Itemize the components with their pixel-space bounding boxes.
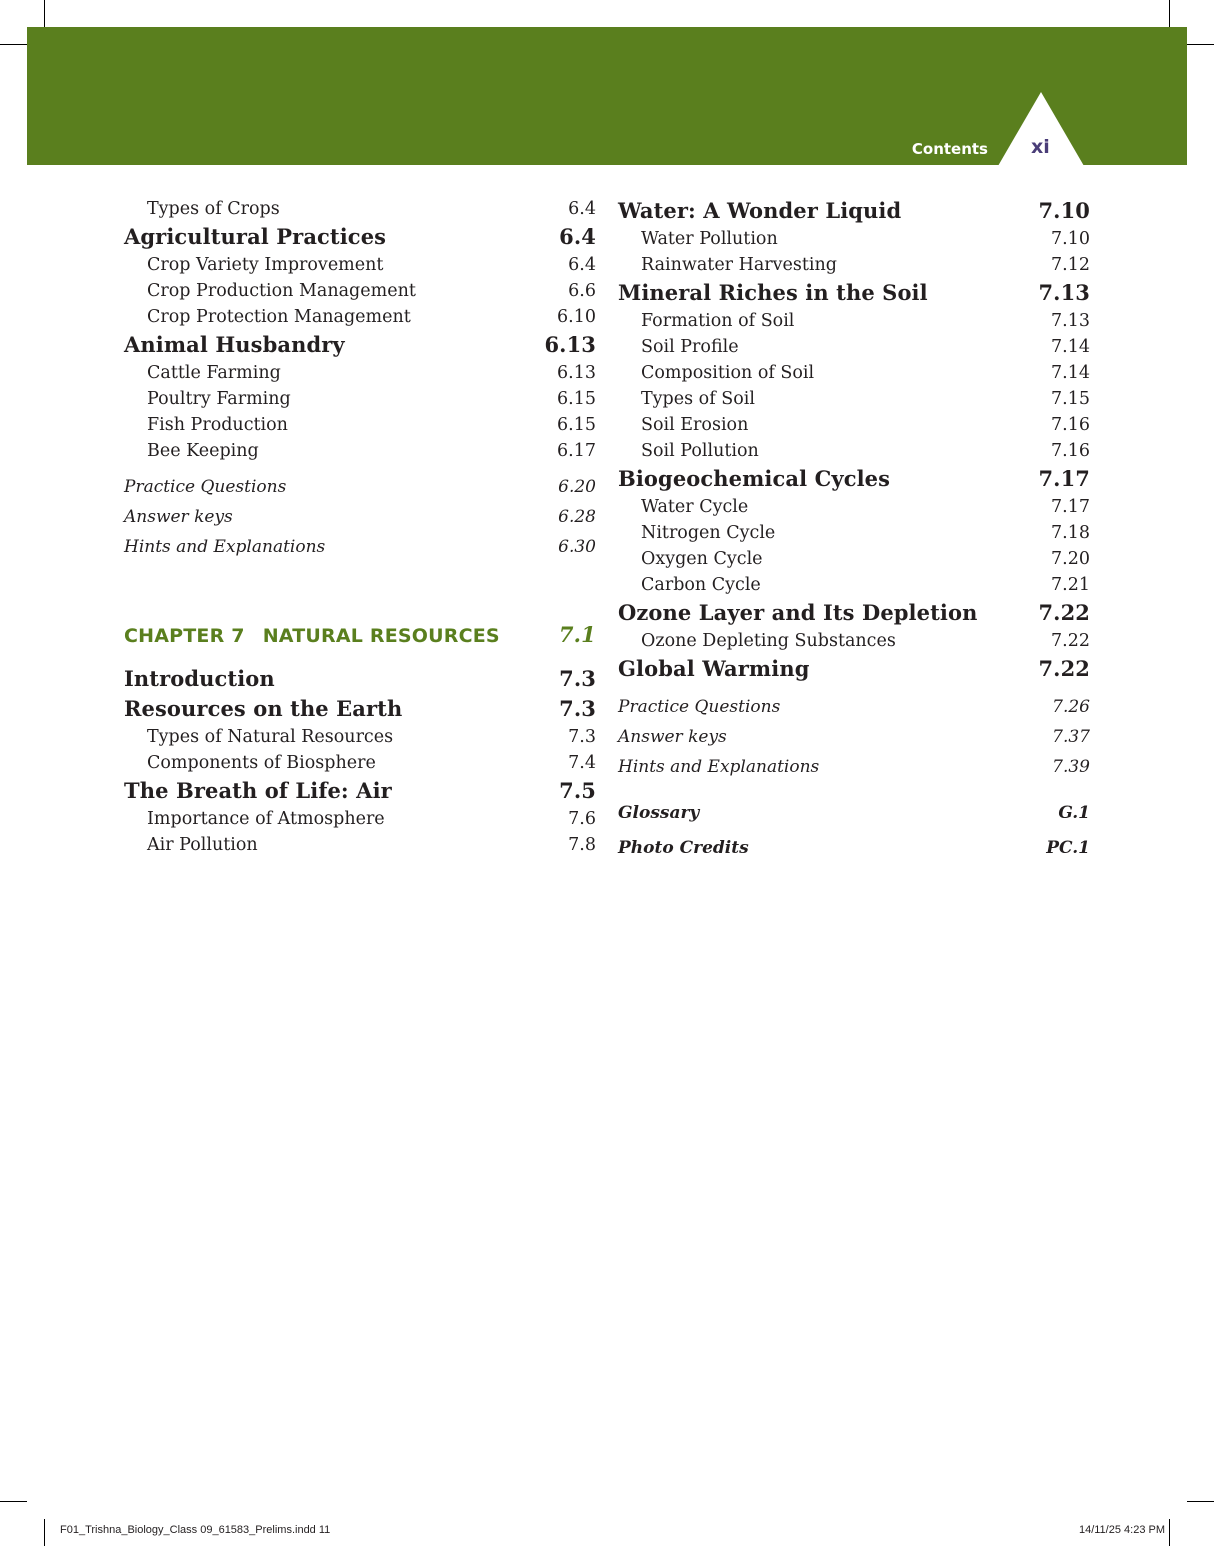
toc-entry-title: Air Pollution [147,835,258,855]
toc-entry[interactable] [618,386,1090,412]
toc-entry-page: 6.13 [544,332,596,357]
toc-entry[interactable] [618,196,1090,226]
toc-entry[interactable] [124,222,596,252]
toc-entry-title: Fish Production [147,415,288,435]
toc-entry-page: 7.4 [568,753,596,773]
toc-entry[interactable] [618,796,1090,831]
toc-entry-title: Carbon Cycle [641,575,761,595]
toc-entry-page: 6.30 [558,537,596,557]
toc-entry-title: Glossary [618,803,700,823]
toc-entry-title: Mineral Riches in the Soil [618,280,928,305]
toc-entry[interactable] [618,464,1090,494]
toc-entry-title: Ozone Layer and Its Depletion [618,600,978,625]
toc-entry-page: 7.14 [1051,337,1090,357]
toc-entry[interactable] [618,226,1090,252]
toc-entry-page: 7.12 [1051,255,1090,275]
toc-entry-page: G.1 [1058,803,1090,823]
toc-entry-page: 7.26 [1052,697,1090,717]
toc-entry[interactable] [124,304,596,330]
toc-entry-title: Introduction [124,666,275,691]
toc-entry-title: Crop Protection Management [147,307,411,327]
footer-file-slug: F01_Trishna_Biology_Class 09_61583_Prelims.indd 11 [60,1524,331,1536]
toc-entry[interactable] [124,386,596,412]
toc-entry-page: 6.13 [557,363,596,383]
toc-entry-page: 7.3 [559,696,596,721]
toc-entry-page: 6.6 [568,281,596,301]
toc-entry-title: Practice Questions [124,477,287,497]
toc-entry-page: 7.17 [1051,497,1090,517]
crop-mark [0,44,27,45]
toc-list-right [618,196,1090,866]
toc-entry[interactable] [124,438,596,464]
toc-entry-title: Hints and Explanations [618,757,820,777]
toc-entry-page: 7.22 [1051,631,1090,651]
toc-entry-page: 6.4 [568,199,596,219]
toc-entry[interactable] [124,196,596,222]
toc-entry[interactable] [618,494,1090,520]
toc-entry[interactable] [618,546,1090,572]
chapter-number: CHAPTER 7 [124,625,245,647]
toc-entry-title: Poultry Farming [147,389,291,409]
toc-entry-title: Types of Soil [641,389,755,409]
toc-entry-title: Photo Credits [618,838,749,858]
toc-entry-title: Global Warming [618,656,810,681]
toc-entry-page: 7.3 [568,727,596,747]
toc-entry-title: Nitrogen Cycle [641,523,776,543]
toc-entry[interactable] [124,776,596,806]
toc-entry[interactable] [618,360,1090,386]
toc-list-left-chapter [124,664,596,858]
toc-entry[interactable] [124,724,596,750]
toc-entry-page: 7.20 [1051,549,1090,569]
toc-entry-title: Crop Variety Improvement [147,255,384,275]
toc-entry[interactable] [124,664,596,694]
toc-entry-page: 6.4 [568,255,596,275]
toc-entry[interactable] [124,750,596,776]
crop-mark [44,0,45,27]
running-head: Contents [911,140,988,158]
toc-entry-title: Answer keys [618,727,727,747]
toc-entry-title: Answer keys [124,507,233,527]
toc-entry[interactable] [124,694,596,724]
toc-entry[interactable] [618,412,1090,438]
toc-entry-page: 7.17 [1038,466,1090,491]
toc-list-left-top [124,196,596,562]
toc-entry-page: 7.21 [1051,575,1090,595]
chapter-page: 7.1 [558,622,596,647]
toc-entry-title: Importance of Atmosphere [147,809,385,829]
toc-entry-title: Types of Natural Resources [147,727,394,747]
toc-entry[interactable] [618,722,1090,752]
toc-entry-title: Animal Husbandry [124,332,345,357]
toc-entry-title: Types of Crops [147,199,280,219]
toc-entry-title: Soil Erosion [641,415,749,435]
toc-entry[interactable] [618,520,1090,546]
toc-entry-page: 6.15 [557,389,596,409]
toc-entry[interactable] [124,360,596,386]
toc-entry-title: Ozone Depleting Substances [641,631,896,651]
toc-entry-page: 7.22 [1038,656,1090,681]
toc-entry-page: 7.6 [568,809,596,829]
page-number: xi [1031,136,1050,158]
toc-entry-page: 7.5 [559,778,596,803]
toc-entry-page: 7.39 [1052,757,1090,777]
crop-mark [0,1501,27,1502]
toc-entry-title: Water: A Wonder Liquid [618,198,902,223]
toc-entry[interactable] [618,252,1090,278]
toc-entry-page: 6.4 [559,224,596,249]
toc-entry-page: PC.1 [1046,838,1090,858]
toc-entry-title: Hints and Explanations [124,537,326,557]
toc-entry[interactable] [124,252,596,278]
toc-entry-title: Resources on the Earth [124,696,403,721]
toc-entry-page: 7.10 [1051,229,1090,249]
toc-entry-page: 7.22 [1038,600,1090,625]
toc-entry[interactable] [124,472,596,502]
toc-entry-page: 6.20 [558,477,596,497]
chapter-heading[interactable] [124,618,596,652]
toc-entry-page: 7.16 [1051,415,1090,435]
toc-entry[interactable] [124,806,596,832]
toc-entry-page: 7.37 [1052,727,1090,747]
toc-entry[interactable] [618,438,1090,464]
toc-entry-title: Soil Pollution [641,441,759,461]
toc-entry[interactable] [618,308,1090,334]
footer-timestamp: 14/11/25 4:23 PM [1078,1524,1165,1536]
toc-entry-page: 6.28 [558,507,596,527]
toc-entry-page: 7.16 [1051,441,1090,461]
toc-entry[interactable] [618,598,1090,628]
toc-entry-page: 7.13 [1038,280,1090,305]
toc-entry-page: 7.13 [1051,311,1090,331]
toc-entry-title: Crop Production Management [147,281,416,301]
toc-entry-title: Agricultural Practices [124,224,387,249]
toc-entry-title: Components of Biosphere [147,753,376,773]
toc-entry-title: Water Cycle [641,497,749,517]
toc-entry-title: Water Pollution [641,229,778,249]
toc-entry-title: Practice Questions [618,697,781,717]
toc-entry-page: 6.17 [557,441,596,461]
toc-entry[interactable] [618,278,1090,308]
toc-entry-page: 7.3 [559,666,596,691]
toc-entry-title: Rainwater Harvesting [641,255,837,275]
toc-entry-title: Biogeochemical Cycles [618,466,891,491]
toc-entry[interactable] [618,334,1090,360]
toc-entry-title: Composition of Soil [641,363,815,383]
toc-entry-page: 7.14 [1051,363,1090,383]
toc-left-column [124,196,596,858]
crop-mark [44,1519,45,1546]
toc-entry-page: 7.10 [1038,198,1090,223]
toc-entry[interactable] [618,752,1090,782]
toc-entry-page: 7.18 [1051,523,1090,543]
toc-entry[interactable] [618,692,1090,722]
crop-mark [1187,1501,1214,1502]
toc-entry[interactable] [618,628,1090,654]
toc-entry-title: The Breath of Life: Air [124,778,392,803]
toc-entry[interactable] [124,502,596,532]
toc-entry[interactable] [124,278,596,304]
chapter-title: NATURAL RESOURCES [262,625,500,647]
toc-entry-page: 6.15 [557,415,596,435]
toc-entry-title: Cattle Farming [147,363,281,383]
toc-entry-page: 7.8 [568,835,596,855]
toc-entry[interactable] [618,831,1090,866]
toc-entry[interactable] [618,572,1090,598]
toc-entry[interactable] [124,832,596,858]
chapter-heading-text [124,619,500,653]
toc-entry-page: 7.15 [1051,389,1090,409]
toc-entry-title: Bee Keeping [147,441,259,461]
toc-entry-title: Oxygen Cycle [641,549,763,569]
toc-entry[interactable] [124,330,596,360]
crop-mark [1187,44,1214,45]
toc-entry[interactable] [618,654,1090,684]
toc-entry-page: 6.10 [557,307,596,327]
toc-entry[interactable] [124,412,596,438]
crop-mark [1169,0,1170,27]
crop-mark [1169,1519,1170,1546]
toc-entry-title: Soil Profile [641,337,739,357]
toc-entry-title: Formation of Soil [641,311,795,331]
toc-entry[interactable] [124,532,596,562]
toc-right-column [618,196,1090,866]
